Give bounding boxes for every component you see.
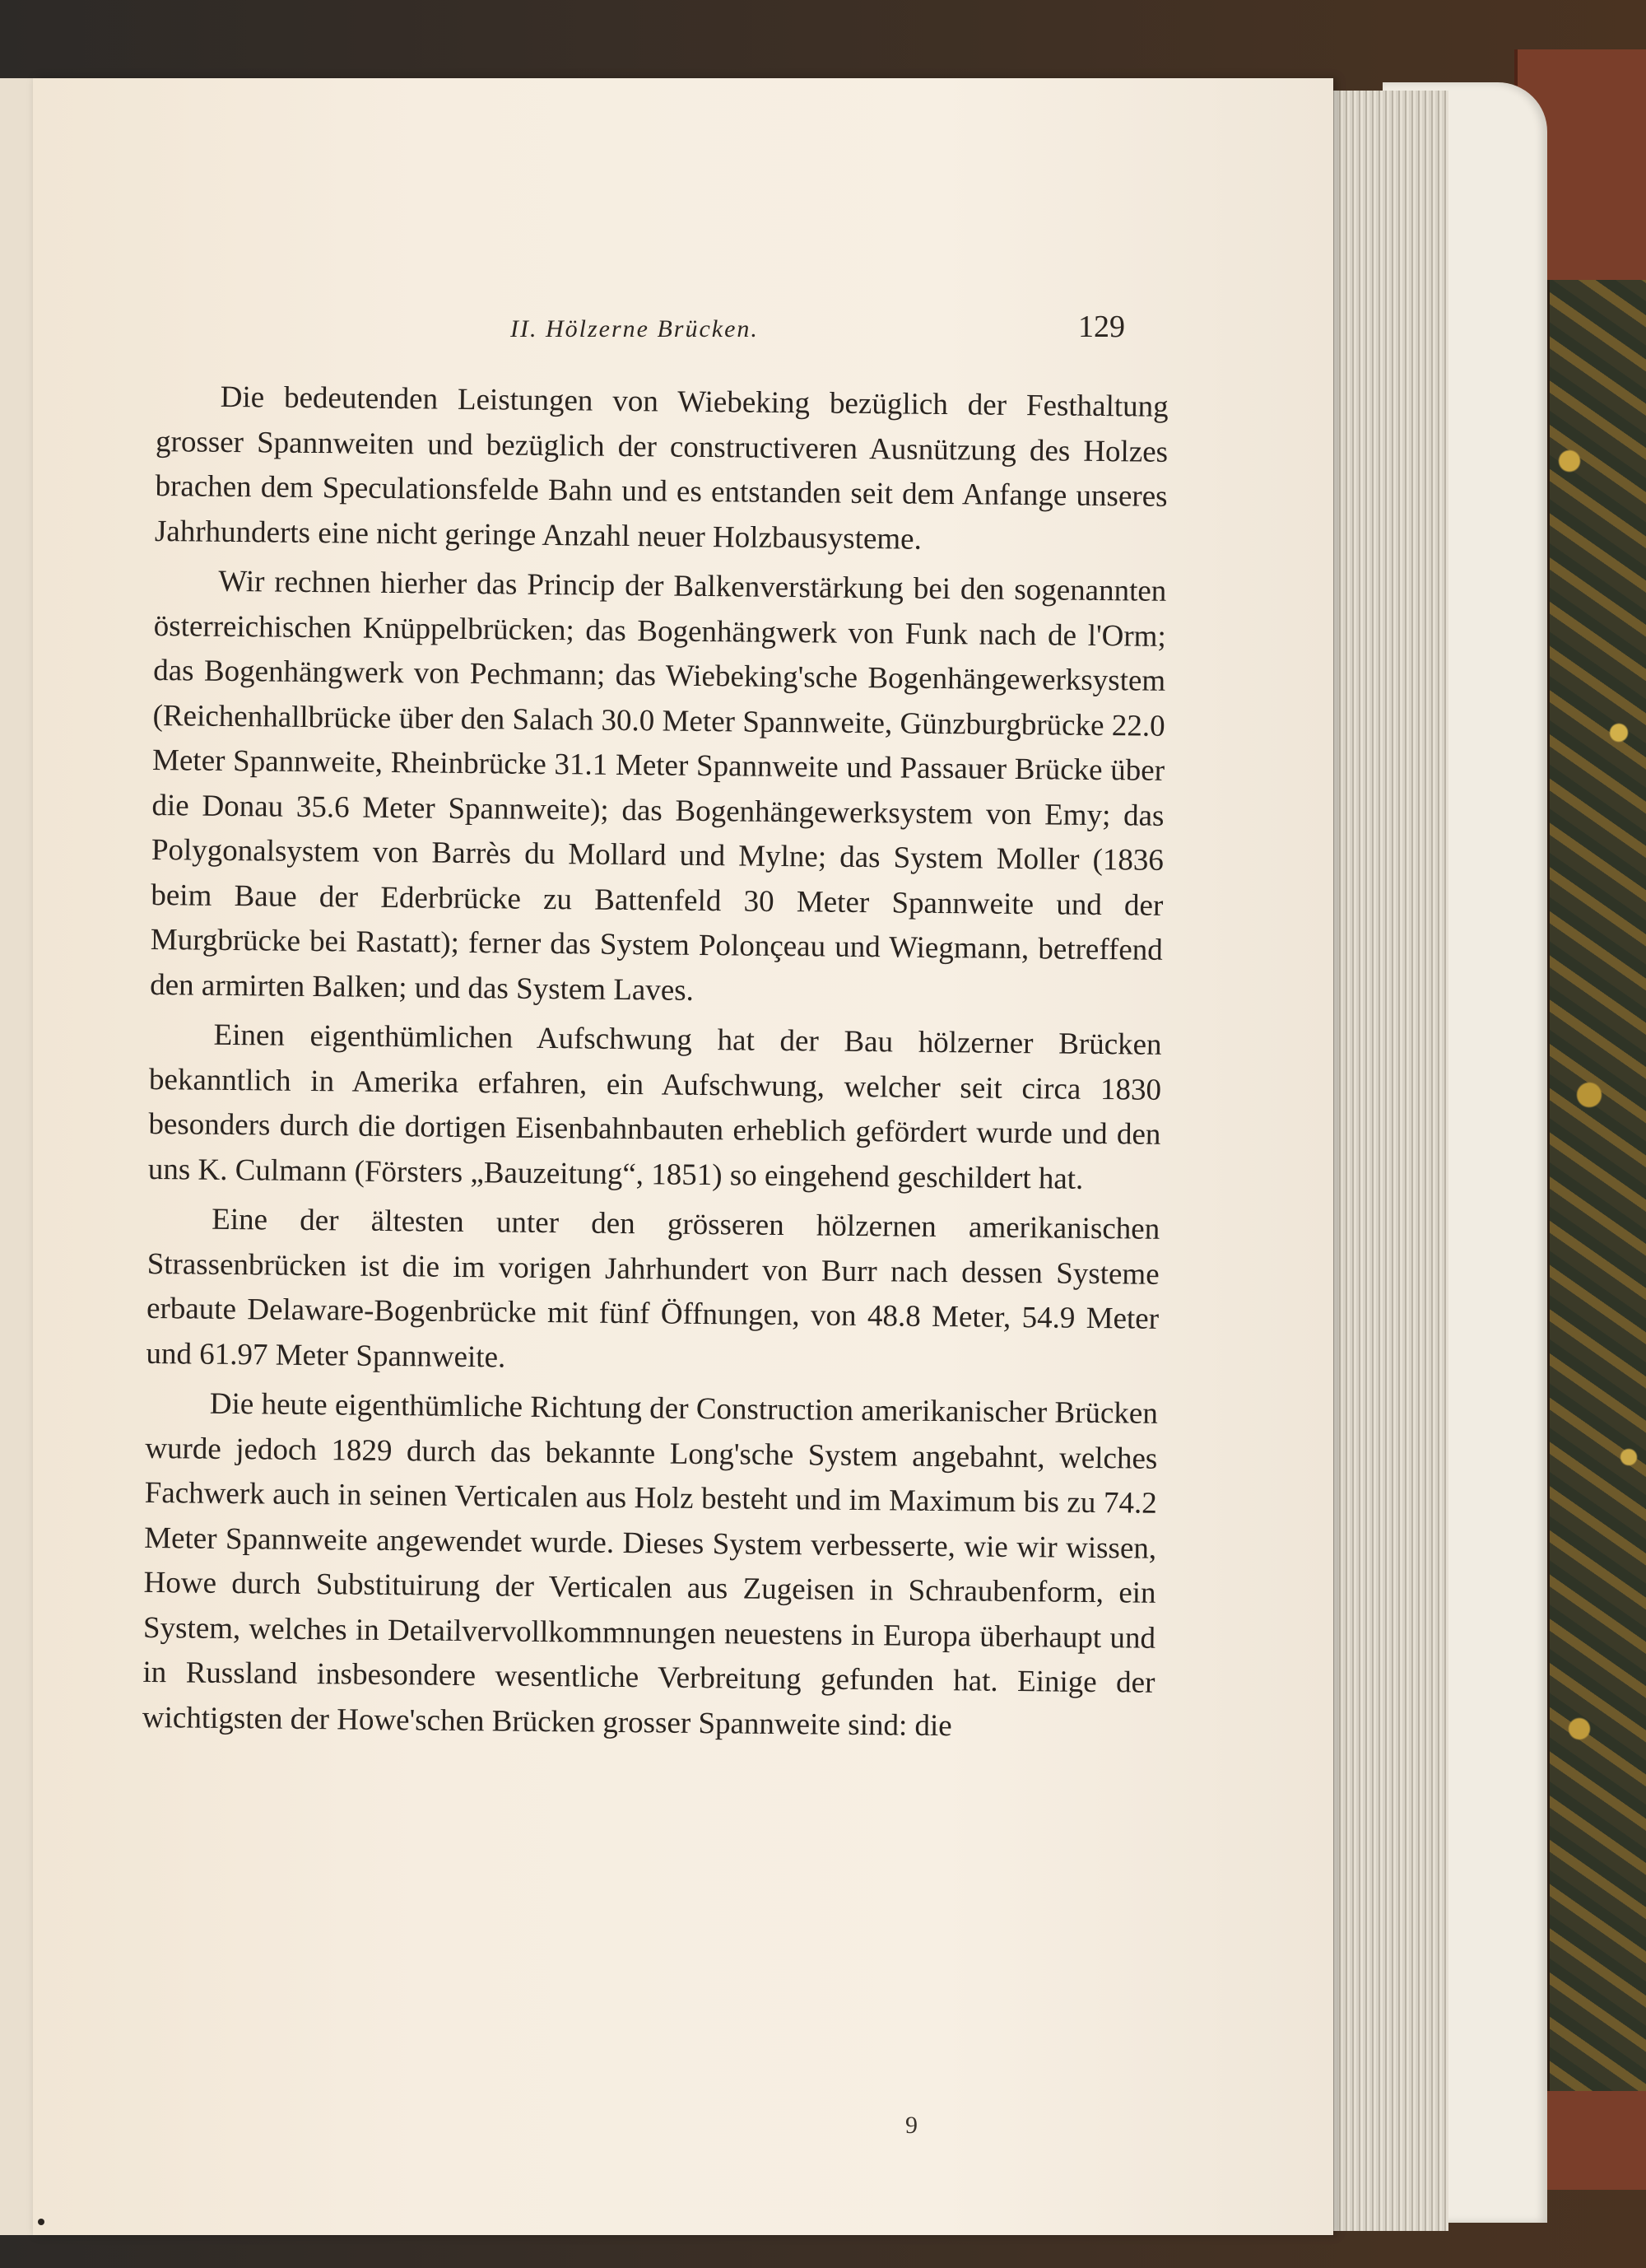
ink-spot [38, 2219, 44, 2225]
book-page [33, 78, 1333, 2235]
page-number: 129 [1078, 310, 1125, 344]
running-head [33, 309, 1333, 358]
paragraph: Eine der ältesten unter den grösseren hölzernen amerikanischen Strassenbrücken ist die im vorigen Jahrhundert von Burr nach dessen Systeme erbaute Delaware-Bogenbrücke mit fünf Öffnungen, von 48.8 Meter, 54.9 Meter und 61.97 Meter Spannweite. [146, 1202, 1160, 1375]
signature-mark: 9 [905, 2112, 918, 2139]
paragraph: Die heute eigenthümliche Richtung der Construction amerikanischer Brücken wurde jedoch 1829 durch das bekannte Long'sche System angebahnt, welches Fachwerk auch in seinen Verticalen aus Holz besteht und im Maximum bis zu 74.2 Meter Spannweite angewendet wurde. Dieses System verbesserte, wie wir wissen, Howe durch Substituirung der Verticalen aus Zugeisen in Schraubenform, ein System, welches in Detailvervollkommnungen neuestens in Europa überhaupt und in Russland insbesondere wesentliche Verbreitung gefunden hat. Einige der wichtigsten der Howe'schen Brücken grosser Spannweite sind: die [142, 1386, 1159, 1743]
paragraph: Die bedeutenden Leistungen von Wiebeking bezüglich der Festhaltung grosser Spannweiten und bezüglich der constructiveren Ausnützung des Holzes brachen dem Speculationsfelde Bahn und es entstanden seit dem Anfange unseres Jahrhunderts eine nicht geringe Anzahl neuer Holzbausysteme. [154, 380, 1169, 557]
paragraph: Wir rechnen hierher das Princip der Balkenverstärkung bei den sogenannten österreichischen Knüppelbrücken; das Bogenhängwerk von Funk nach de l'Orm; das Bogenhängwerk von Pechmann; das Wiebeking'sche Bogenhängewerksystem (Reichenhallbrücke über den Salach 30.0 Meter Spannweite, Günzburgbrücke 22.0 Meter Spannweite, Rheinbrücke 31.1 Meter Spannweite und Passauer Brücke über die Donau 35.6 Meter Spannweite); das Bogenhängewerksystem von Emy; das Polygonalsystem von Barrès du Mollard und Mylne; das System Moller (1836 beim Baue der Ederbrücke zu Battenfeld 30 Meter Spannweite und der Murgbrücke bei Rastatt); ferner das System Polonçeau und Wiegmann, betreffend den armirten Balken; und das System Laves. [150, 564, 1167, 1008]
running-title: II. Hölzerne Brücken. [510, 315, 759, 342]
page-edge-stack [1317, 91, 1448, 2231]
marbled-cover-edge [1547, 280, 1646, 2091]
body-text [142, 375, 1169, 1756]
paragraph: Einen eigenthümlichen Aufschwung hat der Bau hölzerner Brücken bekanntlich in Amerika erfahren, ein Aufschwung, welcher seit circa 1830 besonders durch die dortigen Eisenbahnbauten erheblich gefördert wurde und den uns K. Culmann (Försters „Bauzeitung“, 1851) so eingehend geschildert hat. [147, 1018, 1162, 1196]
previous-page-edge [0, 78, 35, 2235]
